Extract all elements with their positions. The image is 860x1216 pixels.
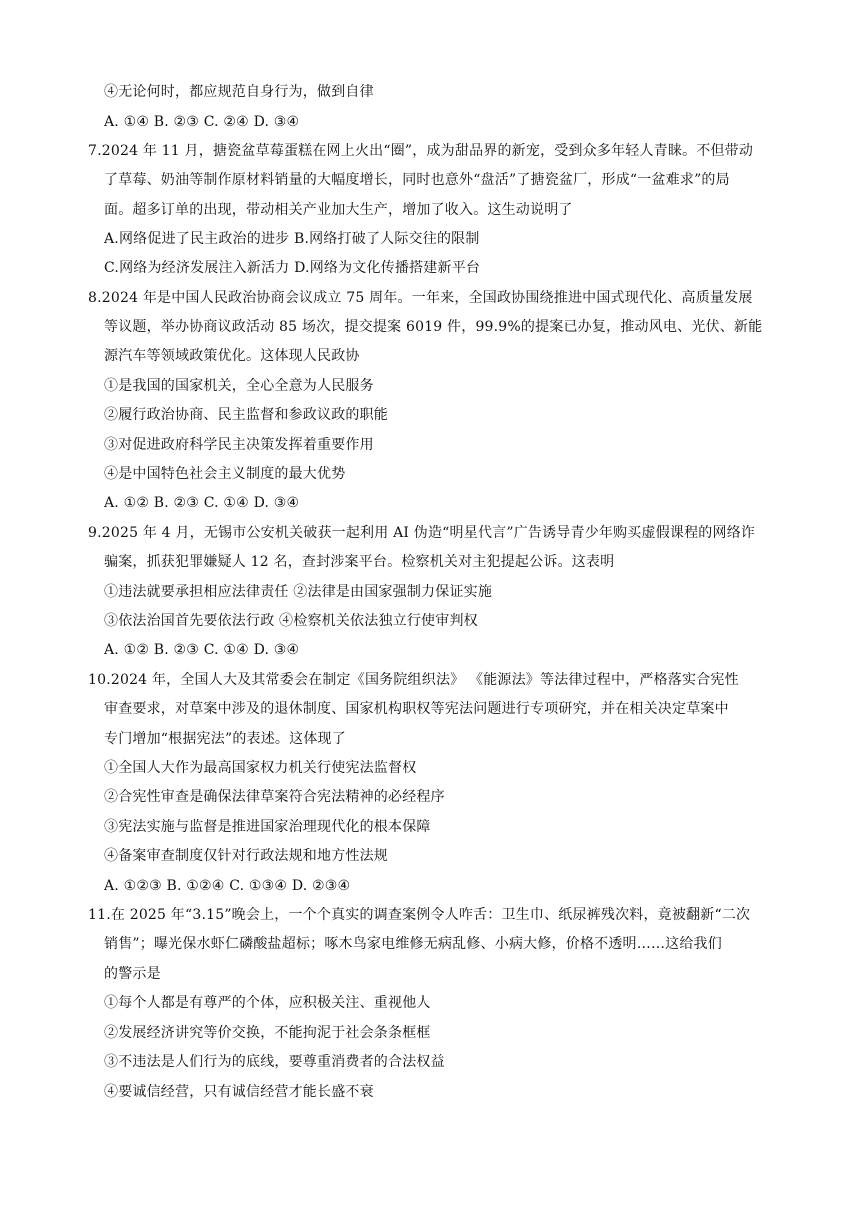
q11-option-3: ③不违法是人们行为的底线，要尊重消费者的合法权益 [104,1054,445,1070]
q9-options-1-2: ①违法就要承担相应法律责任 ②法律是由国家强制力保证实施 [104,584,493,600]
q8-option-3: ③对促进政府科学民主决策发挥着重要作用 [104,437,374,453]
q7-stem-line-1: 7.2024 年 11 月，搪瓷盆草莓蛋糕在网上火出“圈”，成为甜品界的新宠，受到众多年轻人青睐。不但带动 [88,143,754,159]
q11-stem-line-1: 11.在 2025 年“3.15”晚会上，一个个真实的调查案例令人咋舌：卫生巾、纸尿裤残次料，竟被翻新“二次 [88,907,751,923]
q7-answer-choices-cd: C.网络为经济发展注入新活力 D.网络为文化传播搭建新平台 [104,260,481,276]
q11-option-1: ①每个人都是有尊严的个体，应积极关注、重视他人 [104,995,431,1011]
q8-option-4: ④是中国特色社会主义制度的最大优势 [104,466,346,482]
q10-stem-line-2: 审查要求，对草案中涉及的退休制度、国家机构职权等宪法问题进行专项研究，并在相关决定草案中 [104,701,729,717]
q9-stem-line-1: 9.2025 年 4 月，无锡市公安机关破获一起利用 AI 伪造“明星代言”广告诱导青少年购买虚假课程的网络诈 [88,525,756,541]
q8-option-1: ①是我国的国家机关，全心全意为人民服务 [104,378,374,394]
q10-option-1: ①全国人大作为最高国家权力机关行使宪法监督权 [104,760,417,776]
q10-option-4: ④备案审查制度仅针对行政法规和地方性法规 [104,848,388,864]
q8-answer-choices: A. ①② B. ②③ C. ①④ D. ③④ [104,495,300,511]
q10-stem-line-1: 10.2024 年，全国人大及其常委会在制定《国务院组织法》 《能源法》等法律过程中，严格落实合宪性 [88,672,739,688]
q8-stem-line-2: 等议题，举办协商议政活动 85 场次，提交提案 6019 件，99.9%的提案已办复，推动风电、光伏、新能 [104,319,763,335]
q11-stem-line-3: 的警示是 [104,966,161,982]
q9-answer-choices: A. ①② B. ②③ C. ①④ D. ③④ [104,642,300,658]
q9-stem-line-2: 骗案，抓获犯罪嫌疑人 12 名，查封涉案平台。检察机关对主犯提起公诉。这表明 [104,554,615,570]
q8-stem-line-1: 8.2024 年是中国人民政治协商会议成立 75 周年。一年来，全国政协围绕推进中国式现代化、高质量发展 [88,290,753,306]
q11-option-4: ④要诚信经营，只有诚信经营才能长盛不衰 [104,1084,374,1100]
q10-answer-choices: A. ①②③ B. ①②④ C. ①③④ D. ②③④ [104,878,351,894]
q7-answer-choices-ab: A.网络促进了民主政治的进步 B.网络打破了人际交往的限制 [104,231,480,247]
q7-stem-line-3: 面。超多订单的出现，带动相关产业加大生产，增加了收入。这生动说明了 [104,202,573,218]
q10-option-2: ②合宪性审查是确保法律草案符合宪法精神的必经程序 [104,789,445,805]
q8-option-2: ②履行政治协商、民主监督和参政议政的职能 [104,407,388,423]
q8-stem-line-3: 源汽车等领域政策优化。这体现人民政协 [104,348,360,364]
q9-options-3-4: ③依法治国首先要依法行政 ④检察机关依法独立行使审判权 [104,613,478,629]
q6-option-4: ④无论何时，都应规范自身行为，做到自律 [104,84,374,100]
q6-answer-choices: A. ①④ B. ②③ C. ②④ D. ③④ [104,114,300,130]
q10-option-3: ③宪法实施与监督是推进国家治理现代化的根本保障 [104,819,431,835]
q11-option-2: ②发展经济讲究等价交换，不能拘泥于社会条条框框 [104,1025,431,1041]
q11-stem-line-2: 销售”；曝光保水虾仁磷酸盐超标；啄木鸟家电维修无病乱修、小病大修，价格不透明……这给我们 [104,936,722,952]
q10-stem-line-3: 专门增加“根据宪法”的表述。这体现了 [104,731,346,747]
q7-stem-line-2: 了草莓、奶油等制作原材料销量的大幅度增长，同时也意外“盘活”了搪瓷盆厂，形成“一盆难求”的局 [104,172,730,188]
